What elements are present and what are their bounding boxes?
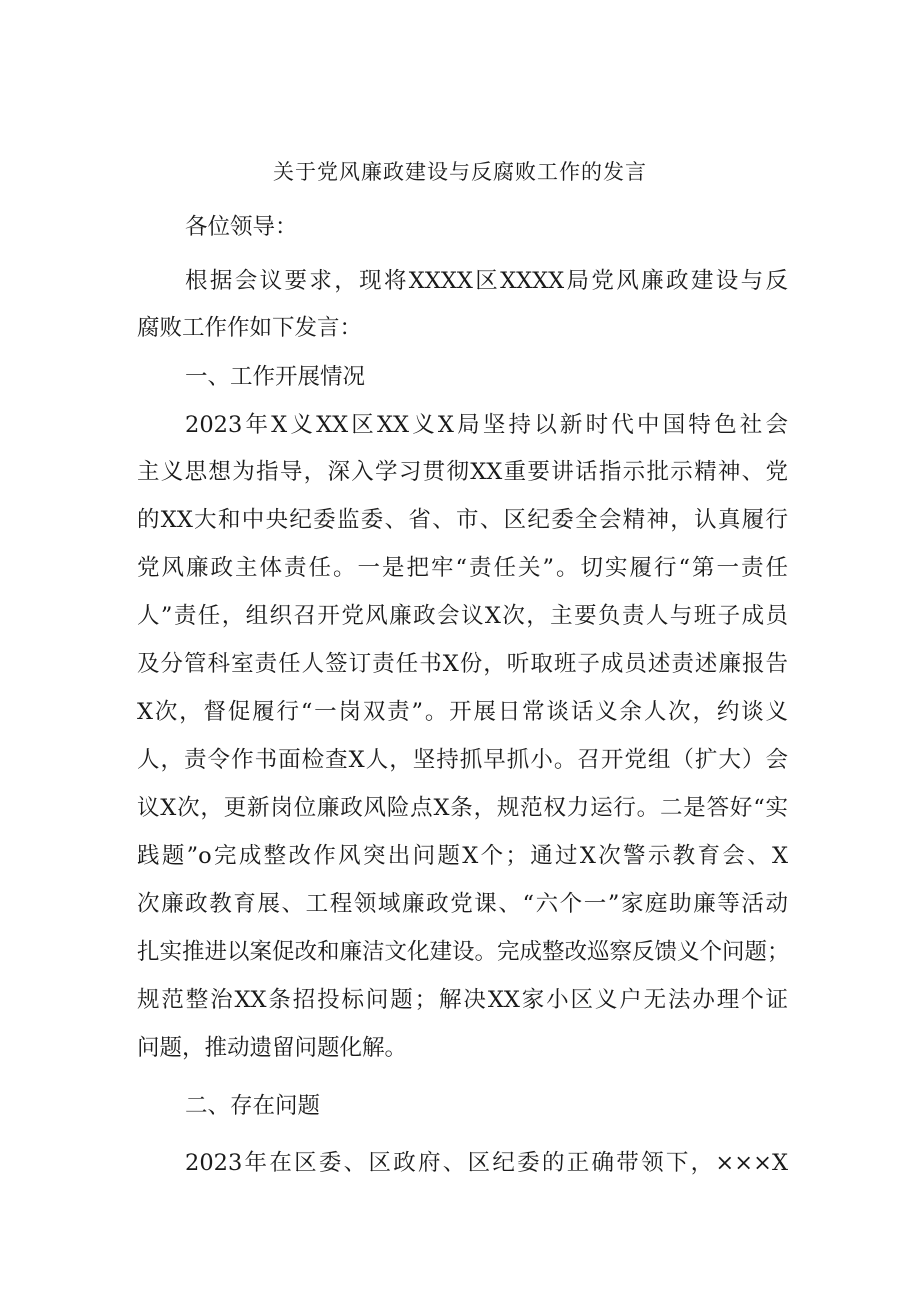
body-line: 议X次，更新岗位廉政风险点X条，规范权力运行。二是答好“实 [137,795,788,821]
intro-line-1: 根据会议要求，现将XXXX区XXXX局党风廉政建设与反 [185,268,788,294]
body-line: 2023年在区委、区政府、区纪委的正确带领下，×××X [185,1150,788,1176]
section-heading-1: 一、工作开展情况 [185,364,366,390]
body-line: 人，责令作书面检查X人，坚持抓早抓小。召开党组（扩大）会 [137,747,788,773]
salutation: 各位领导： [185,214,298,240]
body-line: X次，督促履行“一岗双责”。开展日常谈话义余人次，约谈义 [137,699,788,725]
body-line: 扎实推进以案促改和廉洁文化建设。完成整改巡察反馈义个问题； [137,939,790,965]
body-line: 人”责任，组织召开党风廉政会议X次，主要负责人与班子成员 [137,603,788,629]
body-line: 及分管科室责任人签订责任书X份，听取班子成员述责述廉报告 [137,651,788,677]
body-line: 次廉政教育展、工程领域廉政党课、“六个一”家庭助廉等活动 [137,891,788,917]
section-heading-2: 二、存在问题 [185,1093,321,1119]
body-line: 党风廉政主体责任。一是把牢“责任关”。切实履行“第一责任 [137,555,788,581]
body-line: 主义思想为指导，深入学习贯彻XX重要讲话指示批示精神、党 [137,459,788,485]
body-line: 规范整治XX条招投标问题；解决XX家小区义户无法办理个证 [137,987,788,1013]
document-title: 关于党风廉政建设与反腐败工作的发言 [273,160,647,184]
body-line: 问题，推动遗留问题化解。 [137,1035,408,1061]
body-line: 2023年X义XX区XX义X局坚持以新时代中国特色社会 [185,412,788,438]
intro-line-2: 腐败工作作如下发言： [137,315,363,341]
body-line: 的XX大和中央纪委监委、省、市、区纪委全会精神，认真履行 [137,507,788,533]
body-line: 践题”o完成整改作风突出问题X个；通过X次警示教育会、X [137,843,788,869]
